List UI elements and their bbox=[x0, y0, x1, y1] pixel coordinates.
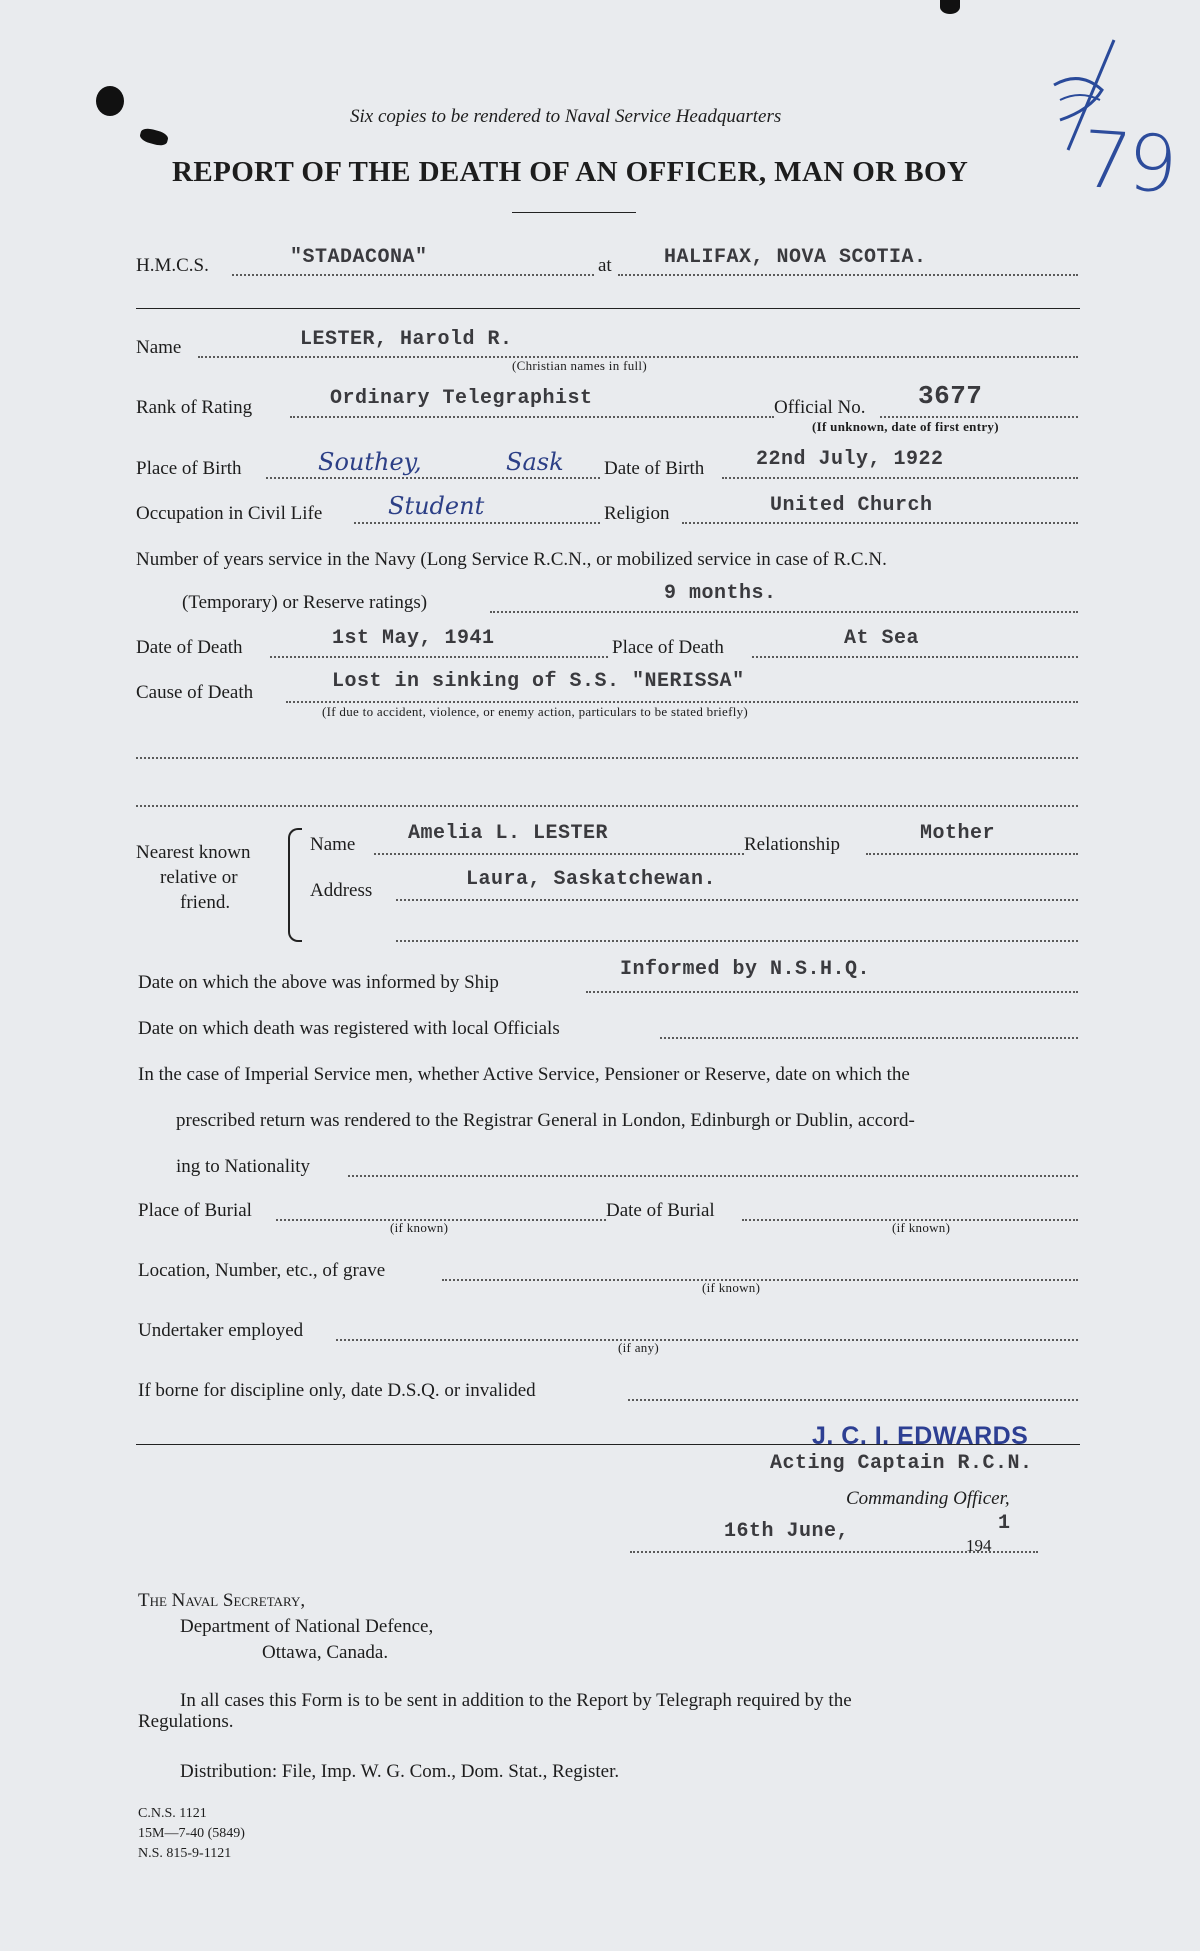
religion-field bbox=[682, 522, 1078, 524]
discipline-field bbox=[628, 1399, 1078, 1401]
relationship-value: Mother bbox=[920, 822, 996, 845]
form-code-3: N.S. 815-9-1121 bbox=[138, 1846, 232, 1861]
birth-place-value-1: Southey, bbox=[318, 448, 422, 476]
burial-date-note: (if known) bbox=[892, 1220, 951, 1235]
official-no-note: (If unknown, date of first entry) bbox=[812, 419, 999, 434]
birth-place-field bbox=[266, 477, 600, 479]
death-date-field bbox=[270, 656, 608, 658]
service-label-2: (Temporary) or Reserve ratings) bbox=[182, 592, 428, 613]
annotation-number: 79 bbox=[1078, 114, 1177, 212]
relative-group-label-2: relative or bbox=[160, 867, 238, 888]
hmcs-value: "STADACONA" bbox=[290, 246, 428, 269]
birth-date-label: Date of Birth bbox=[604, 458, 705, 479]
religion-value: United Church bbox=[770, 494, 933, 517]
header-instruction: Six copies to be rendered to Naval Service Headquarters bbox=[350, 106, 782, 127]
at-label: at bbox=[598, 255, 612, 276]
edge-mark bbox=[940, 0, 960, 14]
death-place-value: At Sea bbox=[844, 627, 920, 650]
commanding-officer-rank: Acting Captain R.C.N. bbox=[770, 1452, 1033, 1475]
cause-extra-line-1 bbox=[136, 757, 1078, 759]
hmcs-field bbox=[232, 274, 594, 276]
grave-note: (if known) bbox=[702, 1280, 761, 1295]
name-label: Name bbox=[136, 337, 182, 358]
rank-field bbox=[290, 416, 774, 418]
commanding-officer-title: Commanding Officer, bbox=[846, 1488, 1010, 1509]
service-label-1: Number of years service in the Navy (Long Service R.C.N., or mobilized service in case of R.C.N. bbox=[136, 549, 887, 570]
imperial-field bbox=[348, 1175, 1078, 1177]
burial-place-note: (if known) bbox=[390, 1220, 449, 1235]
imperial-line-3: ing to Nationality bbox=[176, 1156, 311, 1177]
registered-label: Date on which death was registered with local Officials bbox=[138, 1018, 560, 1039]
cause-note: (If due to accident, violence, or enemy action, particulars to be stated briefly) bbox=[322, 704, 749, 719]
imperial-line-2: prescribed return was rendered to the Registrar General in London, Edinburgh or Dublin, accord- bbox=[176, 1110, 915, 1131]
death-place-field bbox=[752, 656, 1078, 658]
discipline-label: If borne for discipline only, date D.S.Q. or invalided bbox=[138, 1380, 536, 1401]
department-line: Department of National Defence, bbox=[180, 1616, 434, 1637]
undertaker-label: Undertaker employed bbox=[138, 1320, 304, 1341]
section-divider bbox=[136, 308, 1080, 309]
distribution: Distribution: File, Imp. W. G. Com., Dom. Stat., Register. bbox=[180, 1761, 620, 1782]
undertaker-field bbox=[336, 1339, 1078, 1341]
imperial-line-1: In the case of Imperial Service men, whether Active Service, Pensioner or Reserve, date on which the bbox=[138, 1064, 910, 1085]
relative-group-label-3: friend. bbox=[180, 892, 231, 913]
grave-label: Location, Number, etc., of grave bbox=[138, 1260, 386, 1281]
relative-name-field bbox=[374, 853, 744, 855]
form-code-2: 15M—7-40 (5849) bbox=[138, 1826, 245, 1841]
relative-brace bbox=[288, 828, 302, 942]
service-value: 9 months. bbox=[664, 582, 777, 605]
relative-address-label: Address bbox=[310, 880, 373, 901]
official-no-field bbox=[880, 416, 1078, 418]
birth-place-label: Place of Birth bbox=[136, 458, 242, 479]
signature-date-value: 16th June, bbox=[724, 1520, 850, 1543]
birth-place-value-2: Sask bbox=[506, 448, 564, 476]
signature-year-prefix: 194 bbox=[966, 1536, 992, 1555]
punch-hole bbox=[96, 86, 124, 116]
title-underline bbox=[512, 212, 636, 213]
at-value: HALIFAX, NOVA SCOTIA. bbox=[664, 246, 927, 269]
cause-value: Lost in sinking of S.S. "NERISSA" bbox=[332, 670, 745, 693]
relationship-label: Relationship bbox=[744, 834, 841, 855]
rank-label: Rank of Rating bbox=[136, 397, 253, 418]
signature-year-suffix: 1 bbox=[998, 1512, 1011, 1535]
cause-field bbox=[286, 701, 1078, 703]
relative-address-field-2 bbox=[396, 940, 1078, 942]
birth-date-value: 22nd July, 1922 bbox=[756, 448, 944, 471]
relative-address-value: Laura, Saskatchewan. bbox=[466, 868, 717, 891]
religion-label: Religion bbox=[604, 503, 670, 524]
form-code-1: C.N.S. 1121 bbox=[138, 1806, 207, 1821]
page-title: REPORT OF THE DEATH OF AN OFFICER, MAN OR BOY bbox=[172, 156, 969, 188]
death-date-value: 1st May, 1941 bbox=[332, 627, 495, 650]
city-line: Ottawa, Canada. bbox=[262, 1642, 389, 1663]
occupation-label: Occupation in Civil Life bbox=[136, 503, 323, 524]
hmcs-label: H.M.C.S. bbox=[136, 255, 209, 276]
death-place-label: Place of Death bbox=[612, 637, 724, 658]
punch-mark bbox=[139, 127, 170, 148]
relationship-field bbox=[866, 853, 1078, 855]
relative-group-label-1: Nearest known bbox=[136, 842, 251, 863]
name-note: (Christian names in full) bbox=[512, 358, 647, 373]
informed-field bbox=[586, 991, 1078, 993]
burial-place-label: Place of Burial bbox=[138, 1200, 252, 1221]
name-value: LESTER, Harold R. bbox=[300, 328, 513, 351]
birth-date-field bbox=[722, 477, 1078, 479]
registered-field bbox=[660, 1037, 1078, 1039]
informed-label: Date on which the above was informed by Ship bbox=[138, 972, 499, 993]
service-field bbox=[490, 611, 1078, 613]
relative-address-field bbox=[396, 899, 1078, 901]
rank-value: Ordinary Telegraphist bbox=[330, 387, 593, 410]
official-no-label: Official No. bbox=[774, 397, 866, 418]
at-field bbox=[618, 274, 1078, 276]
occupation-value: Student bbox=[388, 492, 485, 520]
official-no-value: 3677 bbox=[918, 381, 983, 411]
footer-note-line-2: Regulations. bbox=[138, 1711, 234, 1732]
footer-note-line-1: In all cases this Form is to be sent in addition to the Report by Telegraph required by the bbox=[180, 1690, 852, 1711]
occupation-field bbox=[354, 522, 600, 524]
death-date-label: Date of Death bbox=[136, 637, 243, 658]
cause-extra-line-2 bbox=[136, 805, 1078, 807]
undertaker-note: (if any) bbox=[618, 1340, 660, 1355]
informed-value: Informed by N.S.H.Q. bbox=[620, 958, 871, 981]
relative-name-value: Amelia L. LESTER bbox=[408, 822, 609, 845]
relative-name-label: Name bbox=[310, 834, 356, 855]
naval-secretary: The Naval Secretary, bbox=[138, 1590, 306, 1611]
burial-date-label: Date of Burial bbox=[606, 1200, 715, 1221]
cause-label: Cause of Death bbox=[136, 682, 254, 703]
commanding-officer-stamp: J. C. I. EDWARDS bbox=[812, 1422, 1029, 1450]
